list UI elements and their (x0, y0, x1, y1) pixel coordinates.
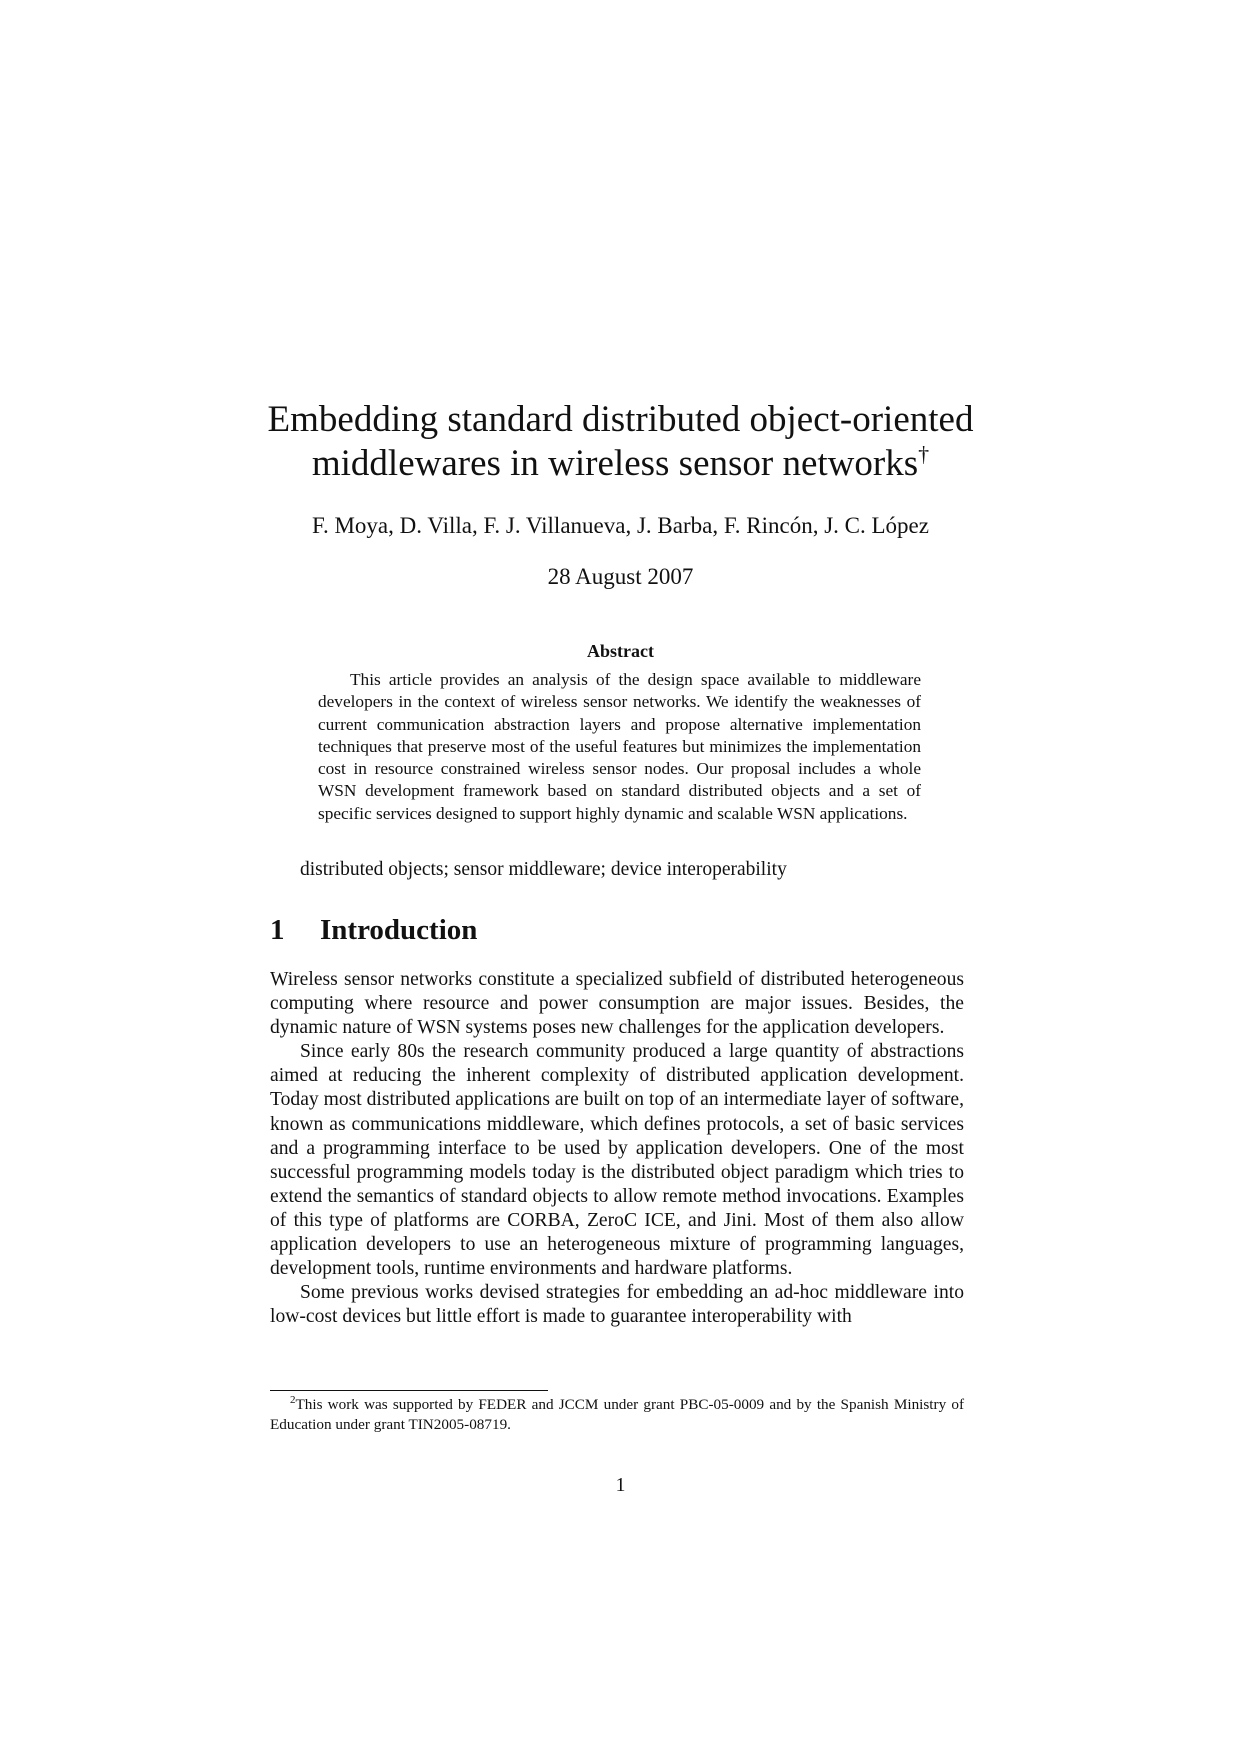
abstract-heading: Abstract (587, 641, 654, 661)
abstract-text: This article provides an analysis of the design space available to middleware developers in the context of wireless sensor networks. We identify the weaknesses of current communication abstraction layers and propose alternative implementation techniques that preserve most of the useful features but minimizes the implementation cost in resource constrained wireless sensor nodes. Our proposal includes a whole WSN development framework based on standard distributed objects and a set of specific services designed to support highly dynamic and scalable WSN applications. (318, 670, 921, 823)
footnote-divider (270, 1390, 548, 1391)
section-number: 1 (270, 914, 285, 946)
paragraph-3: Some previous works devised strategies for embedding an ad-hoc middleware into low-cost devices but little effort is made to guarantee interoperability with (270, 1282, 964, 1328)
title-line-1: Embedding standard distributed object-oriented (267, 399, 974, 440)
paragraph-2: Since early 80s the research community produced a large quantity of abstractions aimed at reducing the inherent complexity of distributed application development. Today most distributed applications are built on top of an intermediate layer of software, known as communications middleware, which defines protocols, a set of basic services and a programming interface to be used by application developers. One of the most successful programming models today is the distributed object paradigm which tries to extend the semantics of standard objects to allow remote method invocations. Examples of this type of platforms are CORBA, ZeroC ICE, and Jini. Most of them also allow application developers to use an heterogeneous mixture of programming languages, development tools, runtime environments and hardware platforms. (270, 1041, 965, 1280)
title-line-2: middlewares in wireless sensor networks (311, 443, 919, 484)
footnote (270, 1395, 964, 1434)
paper-title (0, 398, 1241, 486)
footnote-text: This work was supported by FEDER and JCCM under grant PBC-05-0009 and by the Spanish Ministry of Education under grant TIN2005-08719. (270, 1396, 964, 1433)
section-heading-introduction (270, 913, 477, 947)
paragraph-1: Wireless sensor networks constitute a specialized subfield of distributed heterogeneous computing where resource and power consumption are major issues. Besides, the dynamic nature of WSN systems poses new challenges for the application developers. (270, 969, 964, 1039)
footnote-mark: 2 (290, 1393, 296, 1406)
author-list: F. Moya, D. Villa, F. J. Villanueva, J. Barba, F. Rincón, J. C. López (312, 513, 929, 538)
page-number: 1 (615, 1475, 626, 1496)
section-title: Introduction (320, 914, 478, 946)
title-footnote-mark: † (918, 441, 930, 467)
keywords: distributed objects; sensor middleware; device interoperability (300, 859, 787, 880)
introduction-body (270, 968, 964, 1329)
publication-date: 28 August 2007 (547, 564, 694, 589)
